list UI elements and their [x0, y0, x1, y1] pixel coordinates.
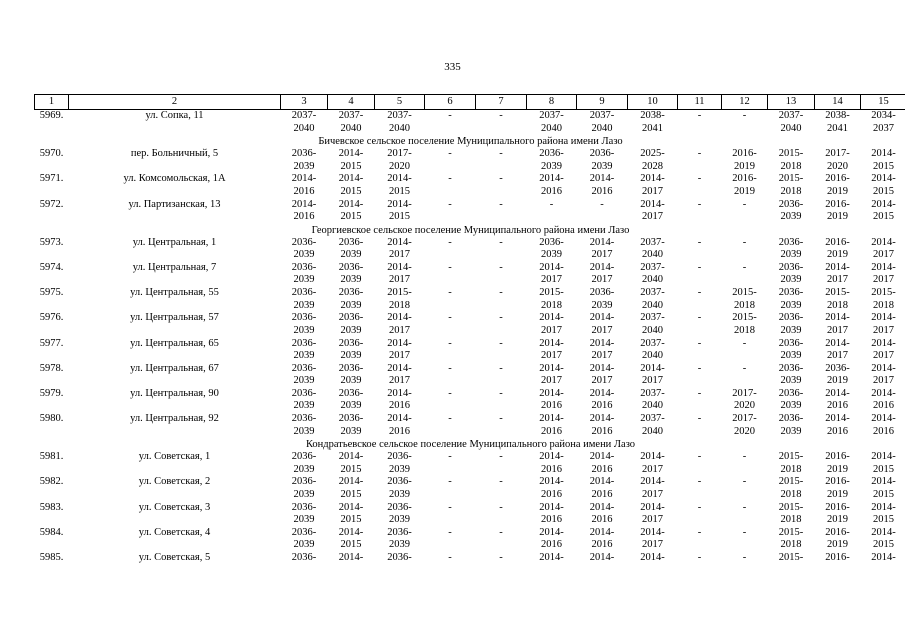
table-row [35, 110, 905, 136]
period-cell: 2036- 2039 [291, 261, 317, 286]
period-cell: - [697, 387, 702, 399]
period-cell: 2014- 2016 [589, 501, 615, 526]
period-cell: 2036- 2039 [338, 387, 364, 412]
period-cell: 2014- [589, 552, 615, 563]
row-number-cell: 5985. [39, 552, 64, 563]
period-cell: 2036- 2039 [778, 287, 804, 311]
table-row [35, 237, 905, 262]
period-cell: 2014- 2015 [338, 476, 364, 500]
table-row [35, 287, 905, 312]
address-cell: ул. Советская, 5 [138, 552, 211, 563]
period-cell: 2014- 2017 [387, 312, 412, 336]
period-cell: - [448, 387, 452, 399]
period-cell: 2015- 2018 [778, 476, 804, 500]
settlement-section-row [35, 135, 905, 148]
table-row [35, 451, 905, 476]
row-number-cell: 5984. [39, 526, 64, 538]
period-cell: 2015- 2018 [778, 148, 804, 172]
table-row [35, 338, 905, 363]
period-cell: 2036- 2039 [778, 387, 804, 412]
row-number-cell: 5978. [39, 362, 64, 374]
period-cell: 2014- 2016 [291, 198, 317, 223]
period-cell: - [448, 261, 452, 273]
period-cell: - [499, 526, 503, 538]
period-cell: - [499, 287, 503, 299]
row-number-cell: 5971. [39, 173, 64, 185]
period-cell: - [697, 362, 702, 374]
period-cell: 2014- 2015 [338, 198, 364, 223]
period-cell: 2014- 2016 [825, 413, 850, 437]
period-cell: 2036- 2039 [291, 501, 317, 526]
period-cell: - [499, 476, 503, 488]
table-row [35, 552, 905, 577]
period-cell: - [448, 236, 452, 248]
period-cell: - [499, 337, 503, 349]
period-cell: - [742, 552, 747, 563]
period-cell: - [742, 451, 747, 463]
period-cell: - [697, 148, 702, 160]
period-cell: 2014- 2016 [589, 413, 615, 437]
table-row [35, 173, 905, 198]
row-number-cell: 5977. [39, 337, 64, 349]
period-cell: 2014- 2016 [387, 413, 412, 437]
period-cell: 2036- 2039 [778, 362, 804, 387]
period-cell: 2014- 2017 [640, 451, 665, 475]
period-cell: 2014- [338, 552, 364, 563]
settlement-section-title: Кондратьевское сельское поселение Муниципального района имени Лазо [305, 439, 636, 451]
period-cell: - [697, 476, 702, 488]
period-cell: 2015- 2018 [778, 501, 804, 526]
period-cell: - [697, 236, 702, 248]
period-cell: 2014- 2016 [291, 173, 317, 197]
period-cell: 2036- 2039 [338, 261, 364, 286]
address-cell: ул. Центральная, 67 [130, 362, 219, 374]
period-cell: 2036- 2039 [589, 287, 615, 311]
period-cell: 2014- 2017 [589, 337, 615, 361]
period-cell: 2036- 2039 [387, 451, 412, 475]
address-cell: ул. Советская, 2 [138, 476, 211, 488]
period-cell: 2014- 2016 [539, 451, 564, 475]
period-cell: - [742, 198, 747, 210]
period-cell: - [742, 110, 747, 121]
row-number-cell: 5982. [39, 476, 64, 488]
row-number-cell: 5970. [39, 148, 64, 160]
column-number-header-row [35, 95, 905, 110]
period-cell: 2015- 2018 [732, 287, 757, 311]
period-cell: - [742, 476, 747, 488]
period-cell: 2014- 2016 [539, 173, 564, 197]
period-cell: 2036- 2039 [387, 476, 412, 500]
period-cell: 2014- 2016 [539, 413, 564, 437]
period-cell: 2014- 2015 [871, 198, 896, 223]
period-cell: 2036- 2039 [778, 198, 804, 223]
period-cell: - [697, 337, 702, 349]
period-cell: 2036- 2039 [338, 362, 364, 387]
period-cell: 2036- 2039 [778, 337, 804, 361]
period-cell: - [448, 413, 452, 425]
period-cell: 2014- 2015 [387, 173, 412, 197]
period-cell: 2036- 2039 [387, 501, 412, 526]
period-cell: 2014- 2017 [589, 261, 615, 286]
row-number-cell: 5969. [39, 110, 64, 121]
period-cell: 2036- 2039 [291, 451, 317, 475]
period-cell: 2017- 2020 [825, 148, 850, 172]
period-cell: - [697, 287, 702, 299]
period-cell: 2016- 2019 [825, 198, 850, 223]
address-cell: ул. Центральная, 1 [132, 236, 217, 248]
period-cell: 2036- 2039 [291, 526, 317, 551]
period-cell: 2037- 2040 [640, 236, 665, 261]
row-number-cell: 5972. [39, 198, 64, 210]
column-header: 8 [527, 95, 577, 110]
period-cell: - [448, 287, 452, 299]
period-cell: 2037- 2040 [778, 110, 804, 134]
period-cell: 2016- 2019 [825, 476, 850, 500]
period-cell: 2036- 2039 [589, 148, 615, 172]
period-cell: - [448, 110, 452, 121]
period-cell: 2014- 2017 [589, 362, 615, 387]
address-cell: ул. Советская, 3 [138, 501, 211, 513]
period-cell: 2014- 2017 [539, 337, 564, 361]
period-cell: 2014- 2016 [825, 387, 850, 412]
period-cell: 2037- 2040 [589, 110, 615, 134]
period-cell: 2014- 2017 [640, 198, 665, 223]
address-cell: ул. Центральная, 57 [130, 312, 219, 324]
period-cell: 2014- 2017 [871, 312, 896, 336]
period-cell: 2036- 2039 [291, 236, 317, 261]
period-cell: 2037- 2040 [640, 287, 665, 311]
period-cell: 2014- 2017 [387, 261, 412, 286]
period-cell: 2015- [778, 552, 804, 563]
period-cell: 2014- 2017 [589, 236, 615, 261]
period-cell: 2014- 2017 [589, 312, 615, 336]
period-cell: 2014- 2015 [338, 501, 364, 526]
period-cell: 2014- 2015 [871, 451, 896, 475]
settlement-section-title: Георгиевское сельское поселение Муниципального района имени Лазо [311, 224, 630, 236]
period-cell: 2037- 2040 [291, 110, 317, 134]
period-cell: - [499, 552, 503, 563]
period-cell: 2014- 2015 [338, 173, 364, 197]
period-cell: - [448, 173, 452, 185]
period-cell: 2014- 2017 [640, 526, 665, 551]
period-cell: 2036- 2039 [291, 287, 317, 311]
period-cell: 2037- 2040 [640, 261, 665, 286]
period-cell: - [697, 110, 702, 121]
period-cell: 2036- 2039 [778, 312, 804, 336]
period-cell: 2014- 2016 [589, 173, 615, 197]
period-cell: 2036- 2019 [825, 362, 850, 387]
period-cell: - [448, 526, 452, 538]
address-cell: ул. Центральная, 7 [132, 261, 217, 273]
period-cell: 2014- 2017 [871, 362, 896, 387]
period-cell: 2015- 2018 [387, 287, 412, 311]
period-cell: 2036- [387, 552, 412, 563]
period-cell: 2015- 2018 [825, 287, 850, 311]
table-row [35, 363, 905, 388]
period-cell: 2036- 2039 [291, 413, 317, 437]
period-cell: - [499, 110, 503, 121]
period-cell: 2038- 2041 [825, 110, 850, 134]
period-cell: 2036- [291, 552, 317, 563]
table-row [35, 476, 905, 501]
period-cell: 2014- 2016 [871, 387, 896, 412]
period-cell: 2038- 2041 [640, 110, 665, 134]
period-cell: 2014- 2016 [539, 501, 564, 526]
period-cell: 2016- 2019 [825, 236, 850, 261]
period-cell: 2014- 2017 [539, 312, 564, 336]
period-cell: 2036- 2039 [291, 312, 317, 336]
address-cell: ул. Центральная, 65 [130, 337, 219, 349]
period-cell: 2014- 2017 [871, 236, 896, 261]
period-cell: 2014- 2016 [539, 526, 564, 551]
address-cell: ул. Центральная, 55 [130, 287, 219, 299]
period-cell: 2014- 2015 [871, 501, 896, 526]
period-cell: 2014- 2017 [387, 362, 412, 387]
table-row [35, 502, 905, 527]
period-cell: 2014- 2017 [871, 337, 896, 361]
period-cell: 2015- 2018 [539, 287, 564, 311]
period-cell: - [448, 312, 452, 324]
row-number-cell: 5974. [39, 261, 64, 273]
column-header: 1 [35, 95, 69, 110]
period-cell: - [448, 198, 452, 210]
period-cell: - [697, 312, 702, 324]
column-header: 9 [577, 95, 628, 110]
period-cell: 2014- 2015 [338, 451, 364, 475]
column-header: 7 [476, 95, 527, 110]
housing-repair-schedule-table [34, 94, 905, 577]
period-cell: 2014- 2016 [871, 413, 896, 437]
period-cell: - [448, 476, 452, 488]
address-cell: ул. Комсомольская, 1А [123, 173, 226, 185]
period-cell: 2016- 2019 [732, 173, 757, 197]
period-cell: 2014- 2017 [539, 362, 564, 387]
period-cell: - [499, 413, 503, 425]
column-header: 4 [328, 95, 375, 110]
period-cell: 2014- 2017 [539, 261, 564, 286]
period-cell: - [499, 148, 503, 160]
period-cell: 2037- 2040 [640, 337, 665, 361]
period-cell: - [499, 312, 503, 324]
period-cell: 2036- 2039 [387, 526, 412, 551]
period-cell: 2014- 2015 [338, 526, 364, 551]
period-cell: 2025- 2028 [640, 148, 665, 172]
row-number-cell: 5976. [39, 312, 64, 324]
column-header: 12 [722, 95, 768, 110]
period-cell: 2014- 2016 [589, 526, 615, 551]
period-cell: 2014- [539, 552, 564, 563]
period-cell: 2014- 2016 [539, 476, 564, 500]
period-cell: - [742, 362, 747, 374]
period-cell: 2036- 2039 [338, 413, 364, 437]
period-cell: - [697, 413, 702, 425]
period-cell: 2014- 2017 [871, 261, 896, 286]
period-cell: 2014- 2015 [871, 526, 896, 551]
period-cell: 2014- [640, 552, 665, 563]
page-number: 335 [444, 61, 461, 73]
period-cell: 2037- 2040 [338, 110, 364, 134]
period-cell: 2014- 2015 [338, 148, 364, 172]
column-header: 6 [425, 95, 476, 110]
period-cell: - [742, 261, 747, 273]
table-row [35, 312, 905, 337]
period-cell: 2036- 2039 [539, 148, 564, 172]
address-cell: ул. Сопка, 11 [145, 110, 204, 121]
table-row [35, 388, 905, 413]
period-cell: 2037- 2040 [539, 110, 564, 134]
period-cell: 2017- 2020 [387, 148, 412, 172]
period-cell: 2015- 2018 [778, 451, 804, 475]
column-header: 3 [281, 95, 328, 110]
period-cell: - [499, 501, 503, 513]
period-cell: 2036- 2039 [291, 476, 317, 500]
period-cell: 2034- 2037 [871, 110, 896, 134]
period-cell: - [448, 362, 452, 374]
period-cell: 2036- 2039 [778, 236, 804, 261]
period-cell: 2036- 2039 [291, 362, 317, 387]
period-cell: 2014- 2016 [589, 451, 615, 475]
period-cell: - [448, 501, 452, 513]
period-cell: - [697, 552, 702, 563]
period-cell: 2036- 2039 [291, 337, 317, 361]
period-cell: 2014- 2017 [640, 362, 665, 387]
period-cell: 2037- 2040 [640, 413, 665, 437]
address-cell: ул. Советская, 4 [138, 526, 211, 538]
period-cell: 2014- 2017 [387, 337, 412, 361]
period-cell: 2037- 2040 [640, 387, 665, 412]
period-cell: 2014- 2017 [387, 236, 412, 261]
column-header: 15 [861, 95, 905, 110]
address-cell: ул. Центральная, 90 [130, 387, 219, 399]
period-cell: 2015- 2018 [732, 312, 757, 336]
period-cell: 2014- 2015 [387, 198, 412, 223]
period-cell: 2037- 2040 [640, 312, 665, 336]
table-row [35, 262, 905, 287]
period-cell: 2014- 2015 [871, 173, 896, 197]
row-number-cell: 5981. [39, 451, 64, 463]
period-cell: - [549, 198, 554, 210]
period-cell: 2016- 2019 [732, 148, 757, 172]
period-cell: 2036- 2039 [338, 337, 364, 361]
period-cell: 2016- 2019 [825, 526, 850, 551]
table-body [35, 110, 905, 578]
column-header: 11 [678, 95, 722, 110]
row-number-cell: 5973. [39, 236, 64, 248]
period-cell: - [448, 337, 452, 349]
period-cell: 2017- 2020 [732, 387, 757, 412]
period-cell: 2014- 2017 [640, 501, 665, 526]
address-cell: ул. Партизанская, 13 [128, 198, 221, 210]
period-cell: - [499, 261, 503, 273]
period-cell: 2014- 2015 [871, 148, 896, 172]
row-number-cell: 5980. [39, 413, 64, 425]
period-cell: - [697, 261, 702, 273]
address-cell: пер. Больничный, 5 [130, 148, 219, 160]
settlement-section-row [35, 438, 905, 451]
period-cell: 2016- 2019 [825, 173, 850, 197]
period-cell: 2015- 2018 [778, 173, 804, 197]
table-row [35, 199, 905, 224]
period-cell: 2014- 2017 [825, 337, 850, 361]
period-cell: - [499, 387, 503, 399]
period-cell: 2014- 2016 [589, 387, 615, 412]
period-cell: 2014- 2016 [387, 387, 412, 412]
period-cell: - [448, 148, 452, 160]
period-cell: - [499, 451, 503, 463]
settlement-section-row [35, 224, 905, 237]
column-header: 5 [375, 95, 425, 110]
table-row [35, 148, 905, 173]
period-cell: - [448, 552, 452, 563]
period-cell: 2036- 2039 [338, 236, 364, 261]
period-cell: - [499, 362, 503, 374]
column-header: 10 [628, 95, 678, 110]
row-number-cell: 5983. [39, 501, 64, 513]
period-cell: - [499, 173, 503, 185]
period-cell: - [742, 501, 747, 513]
period-cell: 2037- 2040 [387, 110, 412, 134]
period-cell: 2016- 2019 [825, 501, 850, 526]
period-cell: 2014- 2017 [640, 476, 665, 500]
period-cell: 2017- 2020 [732, 413, 757, 437]
period-cell: 2036- 2039 [291, 387, 317, 412]
table-row [35, 527, 905, 552]
period-cell: 2015- 2018 [871, 287, 896, 311]
period-cell: - [742, 337, 747, 349]
address-cell: ул. Центральная, 92 [130, 413, 219, 425]
period-cell: 2036- 2039 [291, 148, 317, 172]
period-cell: 2015- 2018 [778, 526, 804, 551]
period-cell: 2014- 2017 [825, 312, 850, 336]
period-cell: - [742, 236, 747, 248]
period-cell: 2036- 2039 [338, 312, 364, 336]
period-cell: - [697, 501, 702, 513]
period-cell: - [697, 451, 702, 463]
period-cell: - [697, 173, 702, 185]
period-cell: - [742, 526, 747, 538]
column-header: 14 [815, 95, 861, 110]
period-cell: - [697, 198, 702, 210]
period-cell: 2014- [871, 552, 896, 563]
settlement-section-title: Бичевское сельское поселение Муниципального района имени Лазо [318, 136, 623, 148]
period-cell: 2036- 2039 [539, 236, 564, 261]
period-cell: - [448, 451, 452, 463]
period-cell: - [499, 198, 503, 210]
column-header: 13 [768, 95, 815, 110]
row-number-cell: 5979. [39, 387, 64, 399]
period-cell: 2036- 2039 [338, 287, 364, 311]
period-cell: 2036- 2039 [778, 261, 804, 286]
period-cell: 2014- 2017 [640, 173, 665, 197]
period-cell: - [600, 198, 604, 210]
period-cell: 2014- 2015 [871, 476, 896, 500]
address-cell: ул. Советская, 1 [138, 451, 211, 463]
period-cell: 2014- 2016 [589, 476, 615, 500]
period-cell: - [499, 236, 503, 248]
period-cell: 2016- [825, 552, 850, 563]
column-header: 2 [69, 95, 281, 110]
period-cell: 2036- 2039 [778, 413, 804, 437]
period-cell: - [697, 526, 702, 538]
row-number-cell: 5975. [39, 287, 64, 299]
table-row [35, 413, 905, 438]
period-cell: 2014- 2016 [539, 387, 564, 412]
period-cell: 2014- 2017 [825, 261, 850, 286]
period-cell: 2016- 2019 [825, 451, 850, 475]
